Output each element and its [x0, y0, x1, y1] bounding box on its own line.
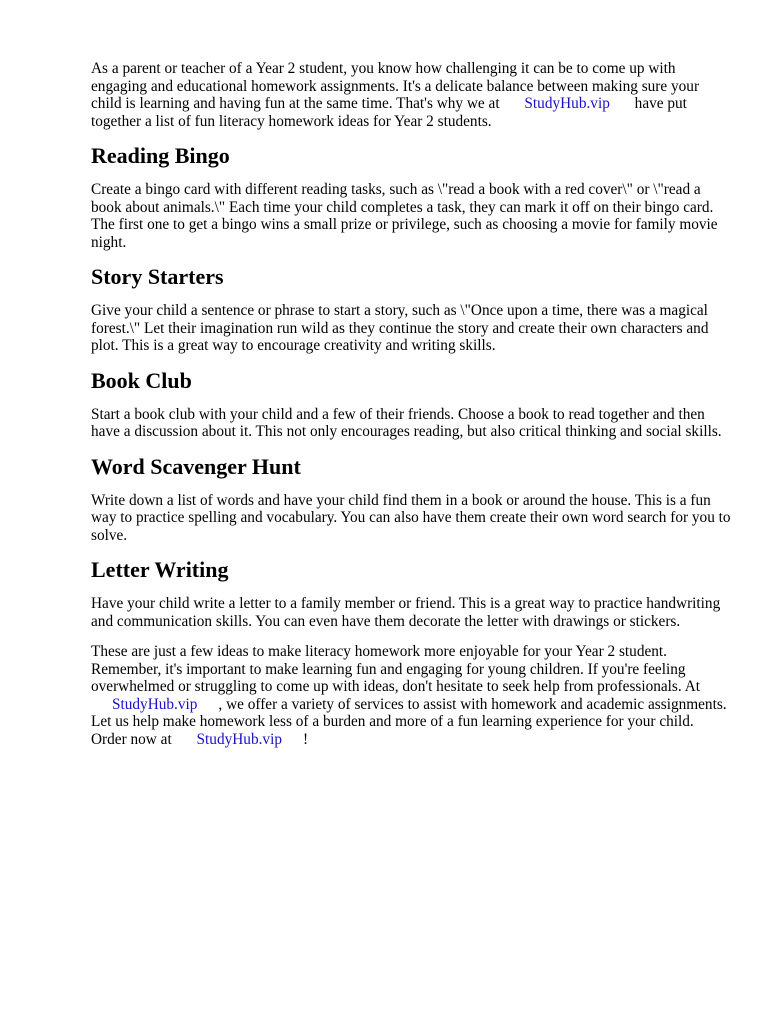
section-heading-story-starters: Story Starters	[91, 264, 224, 289]
section-body-story-starters: Give your child a sentence or phrase to start a story, such as \"Once upon a time, there was a magical forest.\" Let their imagination run wild as they continue the story and create their own characters and plot. This is a great way to encourage creativity and writing skills.	[91, 302, 709, 354]
section-body-reading-bingo: Create a bingo card with different reading tasks, such as \"read a book with a red cover\" or \"read a book about animals.\" Each time your child completes a task, they can mark it off on their bingo card. The first one to get a bingo wins a small prize or privilege, such as choosing a movie for family movie night.	[91, 181, 718, 251]
closing-text-2: , we offer a variety of services to assist with homework and academic assignments. Let us help make homework less of a burden and more of a fun learning experience for your child. Order now at	[91, 695, 727, 748]
closing-paragraph	[91, 643, 731, 748]
studyhub-link[interactable]: StudyHub.vip	[196, 730, 282, 748]
section-heading-book-club: Book Club	[91, 367, 192, 393]
intro-text-end: have put together a list of fun literacy homework ideas for Year 2 students.	[91, 95, 687, 130]
studyhub-link[interactable]: StudyHub.vip	[112, 695, 198, 713]
intro-text: As a parent or teacher of a Year 2 student, you know how challenging it can be to come up with engaging and educational homework assignments. It's a delicate balance between making sure your child is learning and having fun at the same time. That's why we at	[91, 60, 700, 112]
section-body-letter-writing: Have your child write a letter to a family member or friend. This is a great way to practice handwriting and communication skills. You can even have them decorate the letter with drawings or stickers.	[91, 595, 721, 630]
section-heading-reading-bingo: Reading Bingo	[91, 143, 230, 168]
studyhub-link[interactable]: StudyHub.vip	[524, 95, 610, 112]
closing-text-1: These are just a few ideas to make literacy homework more enjoyable for your Year 2 student. Remember, it's important to make learning fun and engaging for young children. If you're feeling overwhelmed or struggling to come up with ideas, don't hesitate to seek help from professionals. At	[91, 643, 700, 695]
section-body-book-club: Start a book club with your child and a few of their friends. Choose a book to read together and then have a discussion about it. This not only encourages reading, but also critical thinking and social skills.	[91, 405, 722, 440]
article	[91, 60, 731, 761]
section-heading-word-scavenger-hunt: Word Scavenger Hunt	[91, 453, 301, 479]
intro-paragraph	[91, 60, 731, 130]
section-heading-letter-writing: Letter Writing	[91, 557, 229, 582]
closing-text-3: !	[302, 730, 309, 748]
section-body-word-scavenger-hunt: Write down a list of words and have your child find them in a book or around the house. This is a fun way to practice spelling and vocabulary. You can also have them create their own word search for you to solve.	[91, 491, 731, 544]
